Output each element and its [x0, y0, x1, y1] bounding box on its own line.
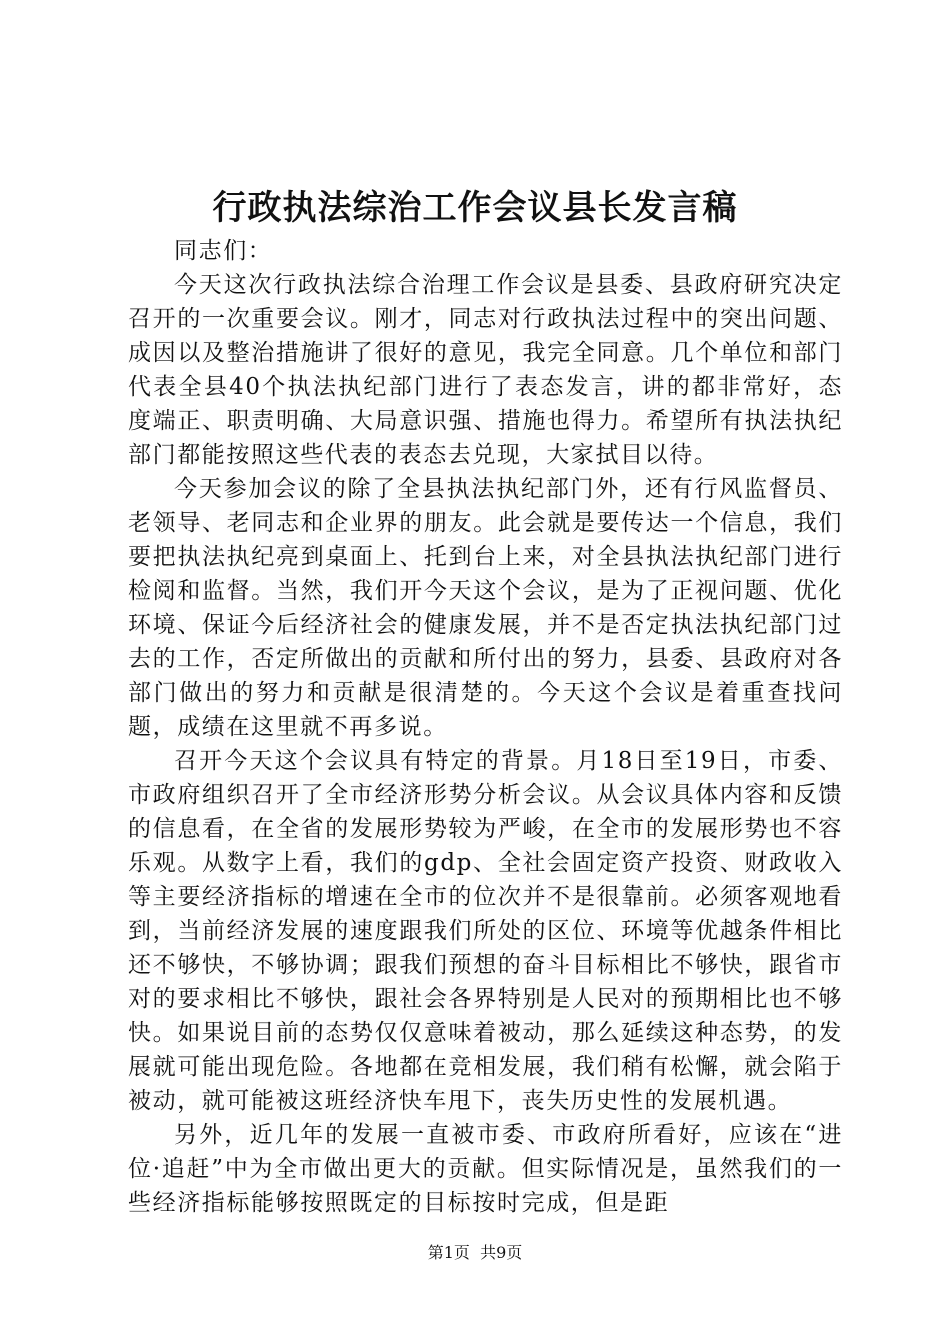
page-footer: 第1页 共9页 — [427, 1243, 523, 1262]
paragraph-1: 今天这次行政执法综合治理工作会议是县委、县政府研究决定召开的一次重要会议。刚才，同志对行政执法过程中的突出问题、成因以及整治措施讲了很好的意见，我完全同意。几个单位和部门代表全县40个执法执纪部门进行了表态发言，讲的都非常好，态度端正、职责明确、大局意识强、措施也得力。希望所有执法执纪部门都能按照这些代表的表态去兑现，大家拭目以待。 — [128, 272, 843, 468]
paragraph-3: 召开今天这个会议具有特定的背景。月18日至19日，市委、市政府组织召开了全市经济形势分析会议。从会议具体内容和反馈的信息看，在全省的发展形势较为严峻，在全市的发展形势也不容乐观。从数字上看，我们的gdp、全社会固定资产投资、财政收入等主要经济指标的增速在全市的位次并不是很靠前。必须客观地看到，当前经济发展的速度跟我们所处的区位、环境等优越条件相比还不够快，不够协调；跟我们预想的奋斗目标相比不够快，跟省市对的要求相比不够快，跟社会各界特别是人民对的预期相比也不够快。如果说目前的态势仅仅意味着被动，那么延续这种态势，的发展就可能出现危险。各地都在竞相发展，我们稍有松懈，就会陷于被动，就可能被这班经济快车甩下，丧失历史性的发展机遇。 — [128, 748, 843, 1114]
document-title: 行政执法综治工作会议县长发言稿 — [212, 188, 738, 228]
document-body — [128, 234, 843, 1220]
paragraph-4: 另外，近几年的发展一直被市委、市政府所看好，应该在“进位·追赶”中为全市做出更大的贡献。但实际情况是，虽然我们的一些经济指标能够按照既定的目标按时完成，但是距 — [128, 1122, 843, 1216]
paragraph-2: 今天参加会议的除了全县执法执纪部门外，还有行风监督员、老领导、老同志和企业界的朋友。此会就是要传达一个信息，我们要把执法执纪亮到桌面上、托到台上来，对全县执法执纪部门进行检阅和监督。当然，我们开今天这个会议，是为了正视问题、优化环境、保证今后经济社会的健康发展，并不是否定执法执纪部门过去的工作，否定所做出的贡献和所付出的努力，县委、县政府对各部门做出的努力和贡献是很清楚的。今天这个会议是着重查找问题，成绩在这里就不再多说。 — [128, 476, 843, 740]
salutation: 同志们： — [174, 238, 273, 264]
